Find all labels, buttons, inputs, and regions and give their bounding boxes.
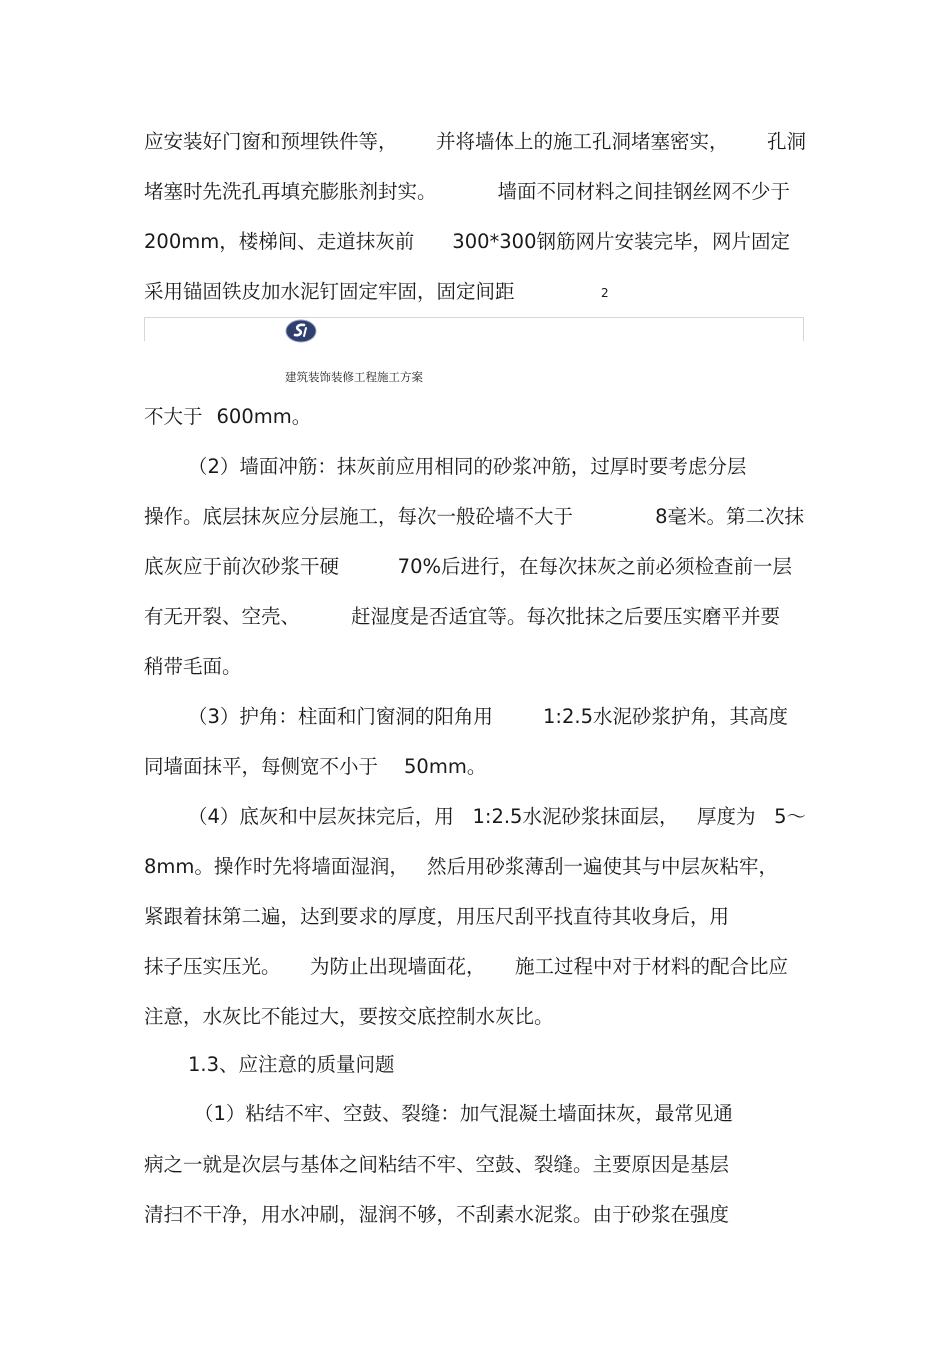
text-segment: 稍带毛面。 xyxy=(144,655,242,678)
text-line xyxy=(144,754,806,780)
text-segment: 抹子压实压光。 xyxy=(144,955,281,978)
text-segment: 不大于 xyxy=(144,405,203,428)
text-segment: 50mm。 xyxy=(404,755,487,778)
text-line xyxy=(144,179,790,205)
text-segment: 1.3、应注意的质量问题 xyxy=(188,1053,395,1076)
text-segment: 施工过程中对于材料的配合比应 xyxy=(514,955,788,978)
text-segment: 注意，水灰比不能过大，要按交底控制水灰比。 xyxy=(144,1005,554,1028)
text-line xyxy=(144,854,778,880)
text-line xyxy=(144,1004,806,1030)
text-line xyxy=(188,704,788,730)
text-segment: （2）墙面冲筋：抹灰前应用相同的砂浆冲筋，过厚时要考虑分层 xyxy=(188,455,747,478)
text-segment: 1:2.5水泥砂浆护角，其高度 xyxy=(543,705,788,728)
text-line xyxy=(144,954,788,980)
text-segment: 8毫米。第二次抹 xyxy=(655,505,804,528)
text-segment: 300*300钢筋网片安装完毕，网片固定 xyxy=(452,230,790,253)
text-segment: （4）底灰和中层灰抹完后，用 xyxy=(188,805,454,828)
text-line xyxy=(144,1152,806,1178)
text-line xyxy=(144,1202,806,1228)
text-segment: 厚度为 xyxy=(697,805,756,828)
text-segment: 5～ xyxy=(774,805,806,828)
text-segment: 采用锚固铁皮加水泥钉固定牢固，固定间距 xyxy=(144,280,515,303)
text-line xyxy=(144,404,806,430)
text-segment: 墙面不同材料之间挂钢丝网不少于 xyxy=(497,180,790,203)
text-line xyxy=(144,554,792,580)
text-segment: 堵塞时先洗孔再填充膨胀剂封实。 xyxy=(144,180,437,203)
header-rule xyxy=(144,317,804,341)
text-line xyxy=(194,1101,806,1127)
text-segment: 底灰应于前次砂浆干硬 xyxy=(144,555,340,578)
text-segment: 孔洞 xyxy=(766,130,806,153)
text-line xyxy=(188,454,806,480)
text-segment: 200mm，楼梯间、走道抹灰前 xyxy=(144,230,415,253)
header-title: 建筑装饰装修工程施工方案 xyxy=(285,370,423,384)
text-line xyxy=(144,229,790,255)
text-segment: 1:2.5水泥砂浆抹面层， xyxy=(472,805,679,828)
text-segment: 70%后进行，在每次抹灰之前必须检查前一层 xyxy=(397,555,792,578)
page-number: 2 xyxy=(601,286,609,300)
text-segment: （1）粘结不牢、空鼓、裂缝：加气混凝土墙面抹灰，最常见通 xyxy=(194,1102,733,1125)
text-segment: 赶湿度是否适宜等。每次批抹之后要压实磨平并要 xyxy=(350,605,780,628)
text-line xyxy=(144,279,806,305)
text-segment: 紧跟着抹第二遍，达到要求的厚度，用压尺刮平找直待其收身后，用 xyxy=(144,905,730,928)
text-segment: 600mm。 xyxy=(216,405,312,428)
text-segment: 清扫不干净，用水冲刷，湿润不够，不刮素水泥浆。由于砂浆在强度 xyxy=(144,1203,730,1226)
text-line xyxy=(144,504,804,530)
text-line xyxy=(144,129,806,155)
text-line xyxy=(144,604,780,630)
text-segment: 有无开裂、空壳、 xyxy=(144,605,301,628)
text-segment: 应安装好门窗和预埋铁件等， xyxy=(144,130,398,153)
text-line xyxy=(144,654,806,680)
company-logo-icon xyxy=(285,319,317,343)
text-line xyxy=(188,804,806,830)
text-segment: 为防止出现墙面花， xyxy=(309,955,486,978)
text-segment: 8mm。操作时先将墙面湿润， xyxy=(144,855,409,878)
text-segment: 病之一就是次层与基体之间粘结不牢、空鼓、裂缝。主要原因是基层 xyxy=(144,1153,730,1176)
text-segment: 操作。底层抹灰应分层施工，每次一般砼墙不大于 xyxy=(144,505,574,528)
text-segment: （3）护角：柱面和门窗洞的阳角用 xyxy=(188,705,493,728)
text-segment: 同墙面抹平，每侧宽不小于 xyxy=(144,755,379,778)
text-line xyxy=(144,904,806,930)
text-segment: 并将墙体上的施工孔洞堵塞密实， xyxy=(435,130,729,153)
text-segment: 然后用砂浆薄刮一遍使其与中层灰粘牢， xyxy=(426,855,778,878)
section-heading xyxy=(188,1052,806,1078)
